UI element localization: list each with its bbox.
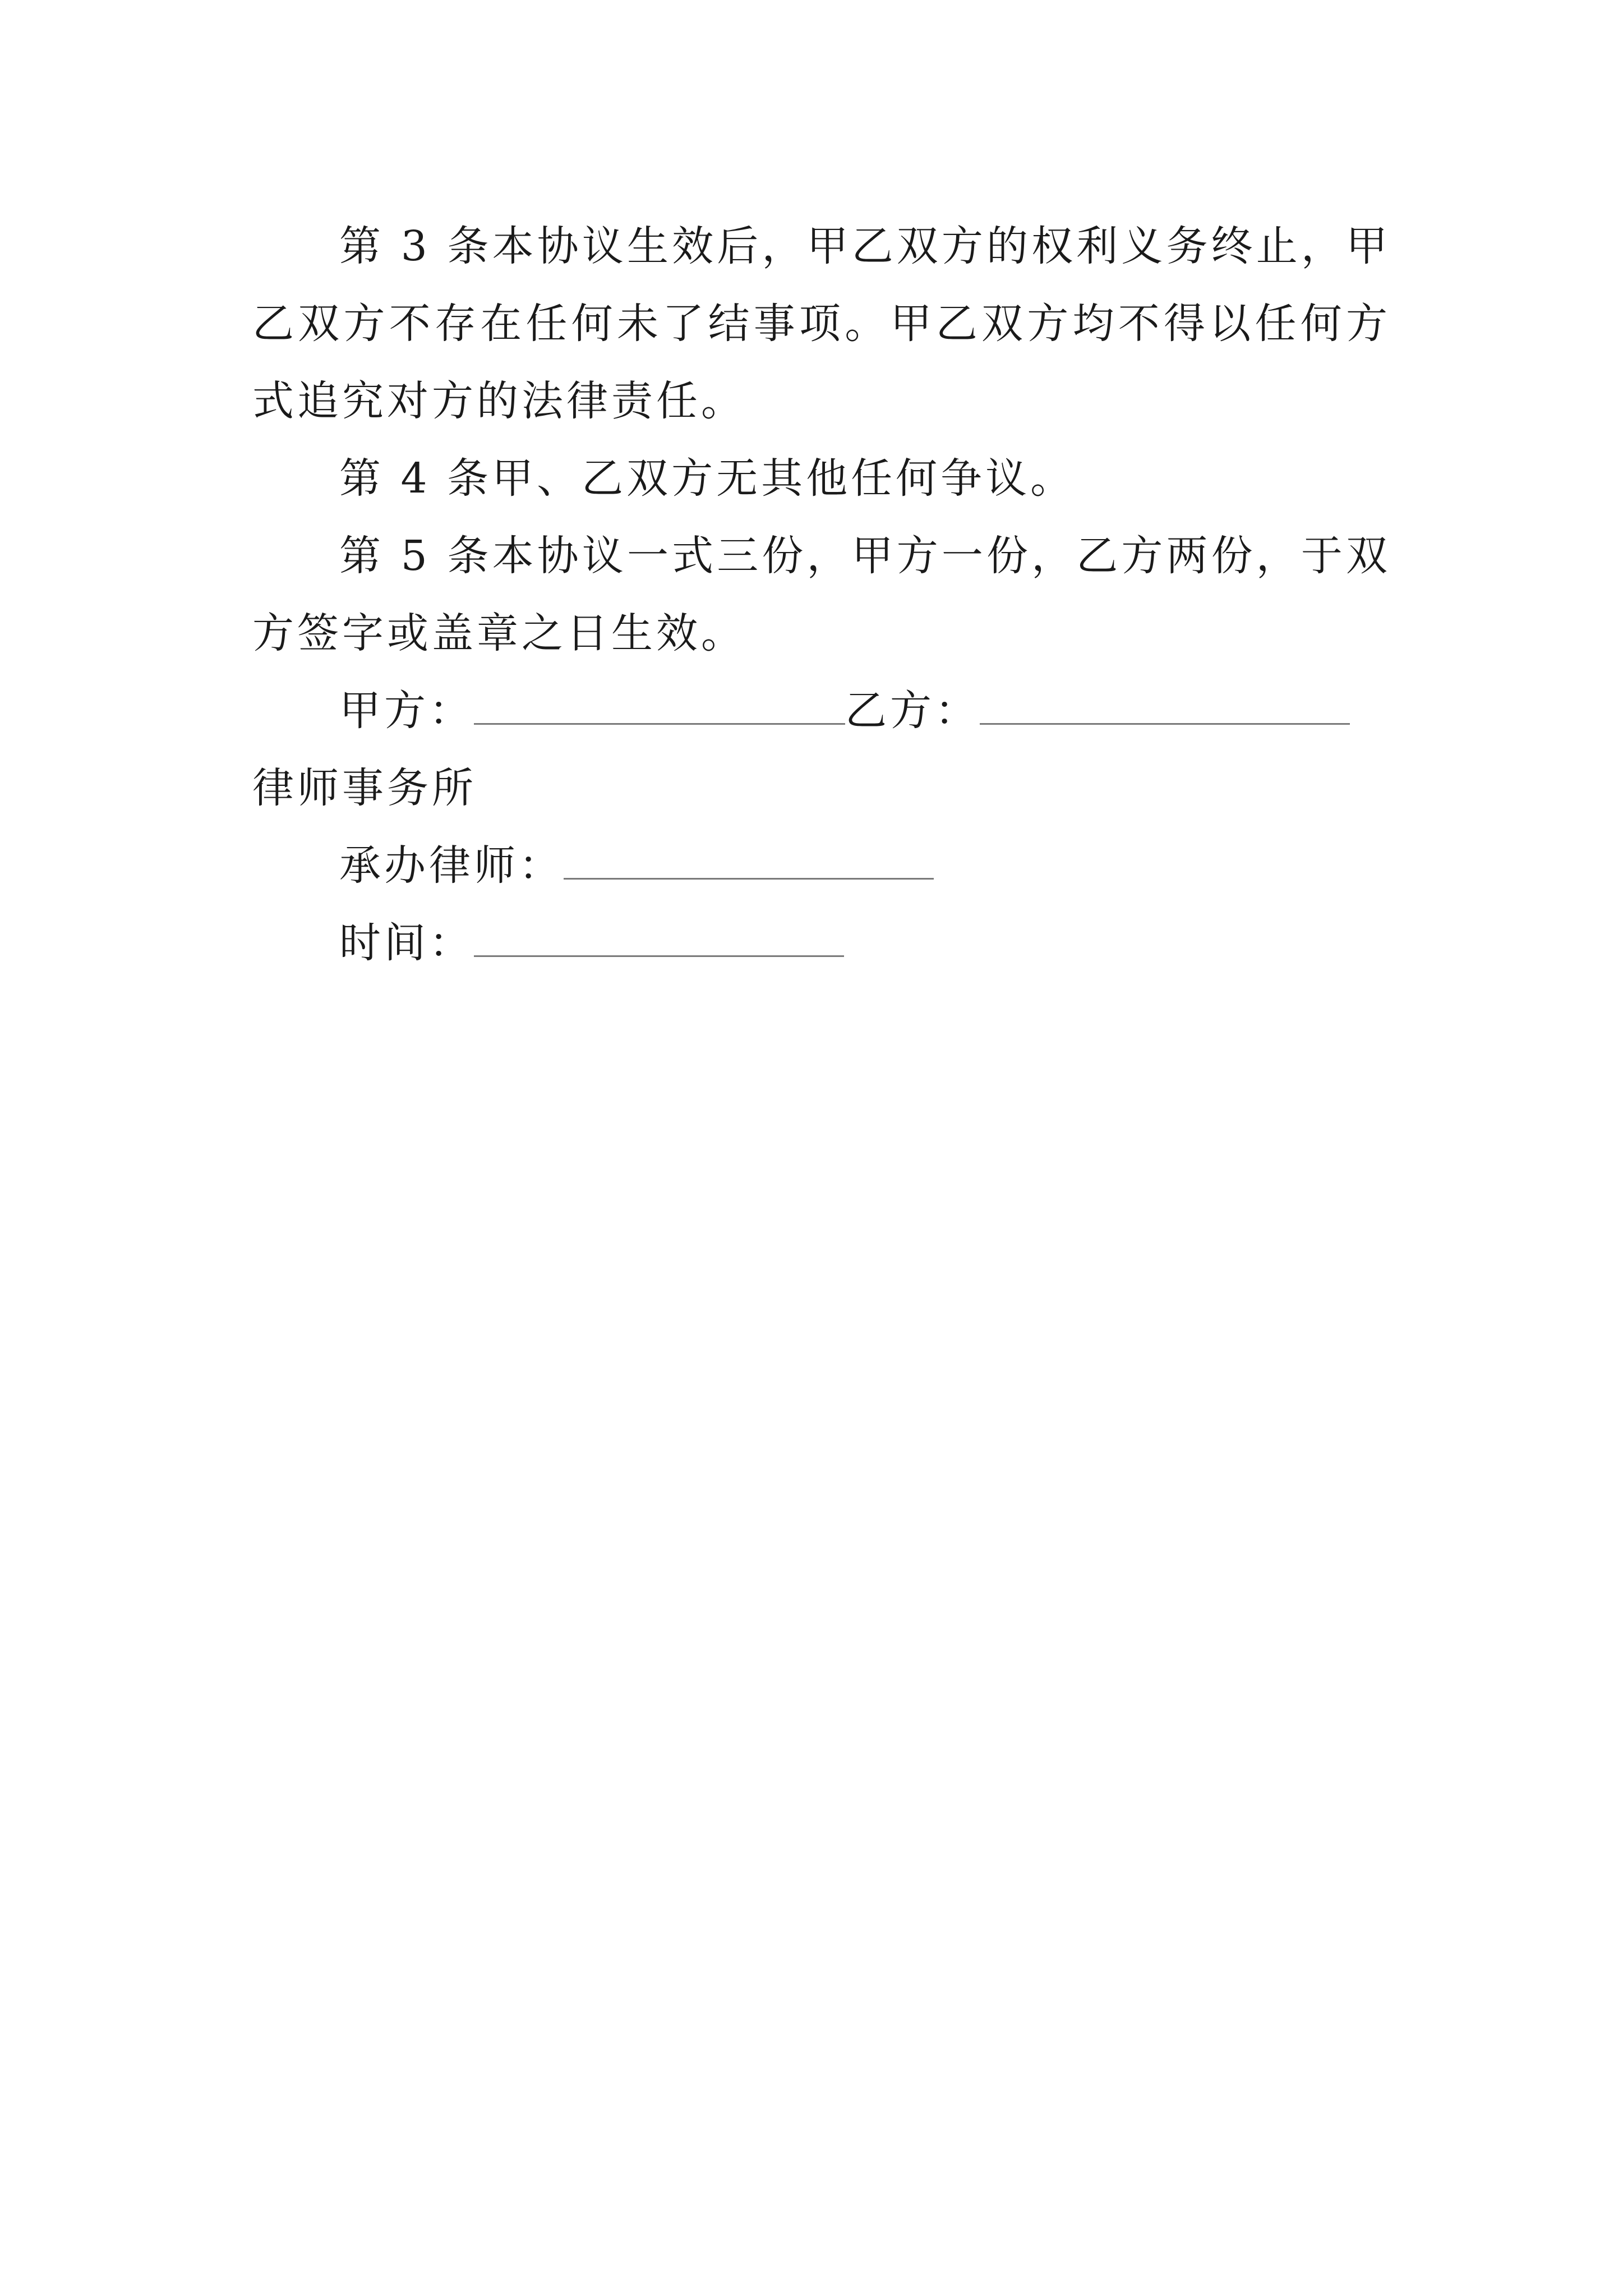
- clause-4: 第 4 条甲、乙双方无其他任何争议。: [339, 454, 1076, 503]
- party-a-label: 甲方：: [339, 687, 474, 735]
- lawyer-blank: [564, 842, 934, 880]
- clause-3: 第 3 条本协议生效后，甲乙双方的权利义务终止，甲乙双方不存在任何未了结事项。甲乙双方均不得以任何方式追究对方的法律责任。: [252, 222, 1391, 425]
- party-b-suffix: 律师事务所: [252, 764, 477, 812]
- lawyer-label: 承办律师：: [339, 841, 564, 890]
- party-signature-line: [252, 672, 1391, 827]
- date-blank: [474, 919, 844, 957]
- party-b-label: 乙方：: [845, 687, 980, 735]
- party-b-blank: [980, 687, 1350, 725]
- date-label: 时间：: [339, 919, 474, 967]
- party-a-blank: [474, 687, 845, 725]
- date-line: [252, 904, 1391, 982]
- clause-5: 第 5 条本协议一式三份，甲方一份，乙方两份，于双方签字或盖章之日生效。: [252, 532, 1391, 657]
- document-body: [252, 208, 1391, 982]
- lawyer-signature-line: [252, 827, 1391, 904]
